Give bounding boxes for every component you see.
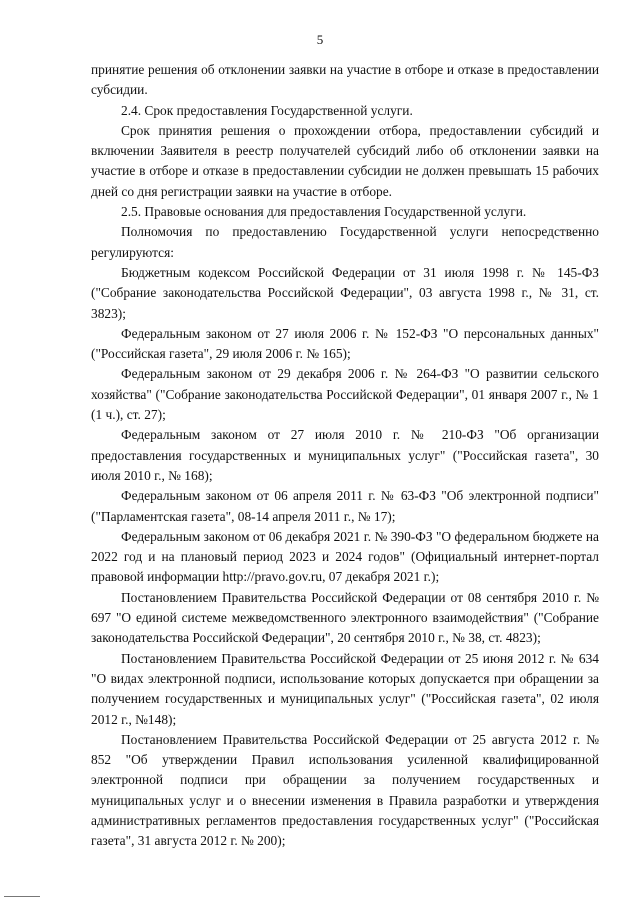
paragraph-continuation: принятие решения об отклонении заявки на участие в отборе и отказе в предоставлении субсидии.	[91, 62, 599, 98]
legal-basis-item: Федеральным законом от 27 июля 2010 г. № 210-ФЗ "Об организации предоставления государственных и муниципальных услуг" ("Российская газета", 30 июля 2010 г., № 168);	[91, 427, 599, 483]
legal-basis-item: Постановлением Правительства Российской Федерации от 08 сентября 2010 г. № 697 "О единой системе межведомственного электронного взаимодействия" ("Собрание законодательства Российской Федерации", 20 сентября 2010 г., № 38, ст. 4823);	[91, 589, 599, 646]
paragraph-term: Срок принятия решения о прохождении отбора, предоставлении субсидий и включении Заявителя в реестр получателей субсидий либо об отклонении заявки на участие в отборе и отказе в предоставлении субсидии не должен превышать 15 рабочих дней со дня регистрации заявки на участие в отборе.	[91, 122, 599, 199]
paragraph-intro: Полномочия по предоставлению Государственной услуги непосредственно регулируются:	[91, 224, 599, 260]
legal-basis-item: Бюджетным кодексом Российской Федерации от 31 июля 1998 г. № 145-ФЗ ("Собрание законодательства Российской Федерации", 03 августа 1998 г., № 31, ст. 3823);	[91, 264, 599, 321]
legal-basis-item: Федеральным законом от 06 декабря 2021 г. № 390-ФЗ "О федеральном бюджете на 2022 год и на плановый период 2023 и 2024 годов" (Официальный интернет-портал правовой информации http://pravo.gov.ru, 07 декабря 2021 г.);	[91, 528, 599, 585]
legal-basis-item: Постановлением Правительства Российской Федерации от 25 июня 2012 г. № 634 "О видах электронной подписи, использование которых допускается при обращении за получением государственных и муниципальных услуг" ("Российская газета", 02 июля 2012 г., №148);	[91, 650, 599, 727]
legal-basis-item: Постановлением Правительства Российской Федерации от 25 августа 2012 г. № 852 "Об утверждении Правил использования усиленной квалифицированной электронной подписи при обращении за получением государственных и муниципальных услуг и о внесении изменения в Правила разработки и утверждения административных регламентов предоставления государственных услуг" ("Российская газета", 31 августа 2012 г. № 200);	[91, 731, 599, 849]
legal-basis-item: Федеральным законом от 06 апреля 2011 г. № 63-ФЗ "Об электронной подписи" ("Парламентская газета", 08-14 апреля 2011 г., № 17);	[91, 488, 599, 524]
legal-basis-item: Федеральным законом от 29 декабря 2006 г. № 264-ФЗ "О развитии сельского хозяйства" ("Собрание законодательства Российской Федерации", 01 января 2007 г., № 1 (1 ч.), ст. 27);	[91, 366, 599, 423]
page-number: 5	[316, 32, 324, 47]
document-body	[91, 60, 599, 852]
section-heading-2-5: 2.5. Правовые основания для предоставления Государственной услуги.	[121, 204, 527, 220]
section-heading-2-4: 2.4. Срок предоставления Государственной услуги.	[121, 102, 413, 118]
footer-rule	[4, 896, 40, 897]
legal-basis-item: Федеральным законом от 27 июля 2006 г. № 152-ФЗ "О персональных данных" ("Российская газета", 29 июля 2006 г. № 165);	[91, 325, 599, 362]
